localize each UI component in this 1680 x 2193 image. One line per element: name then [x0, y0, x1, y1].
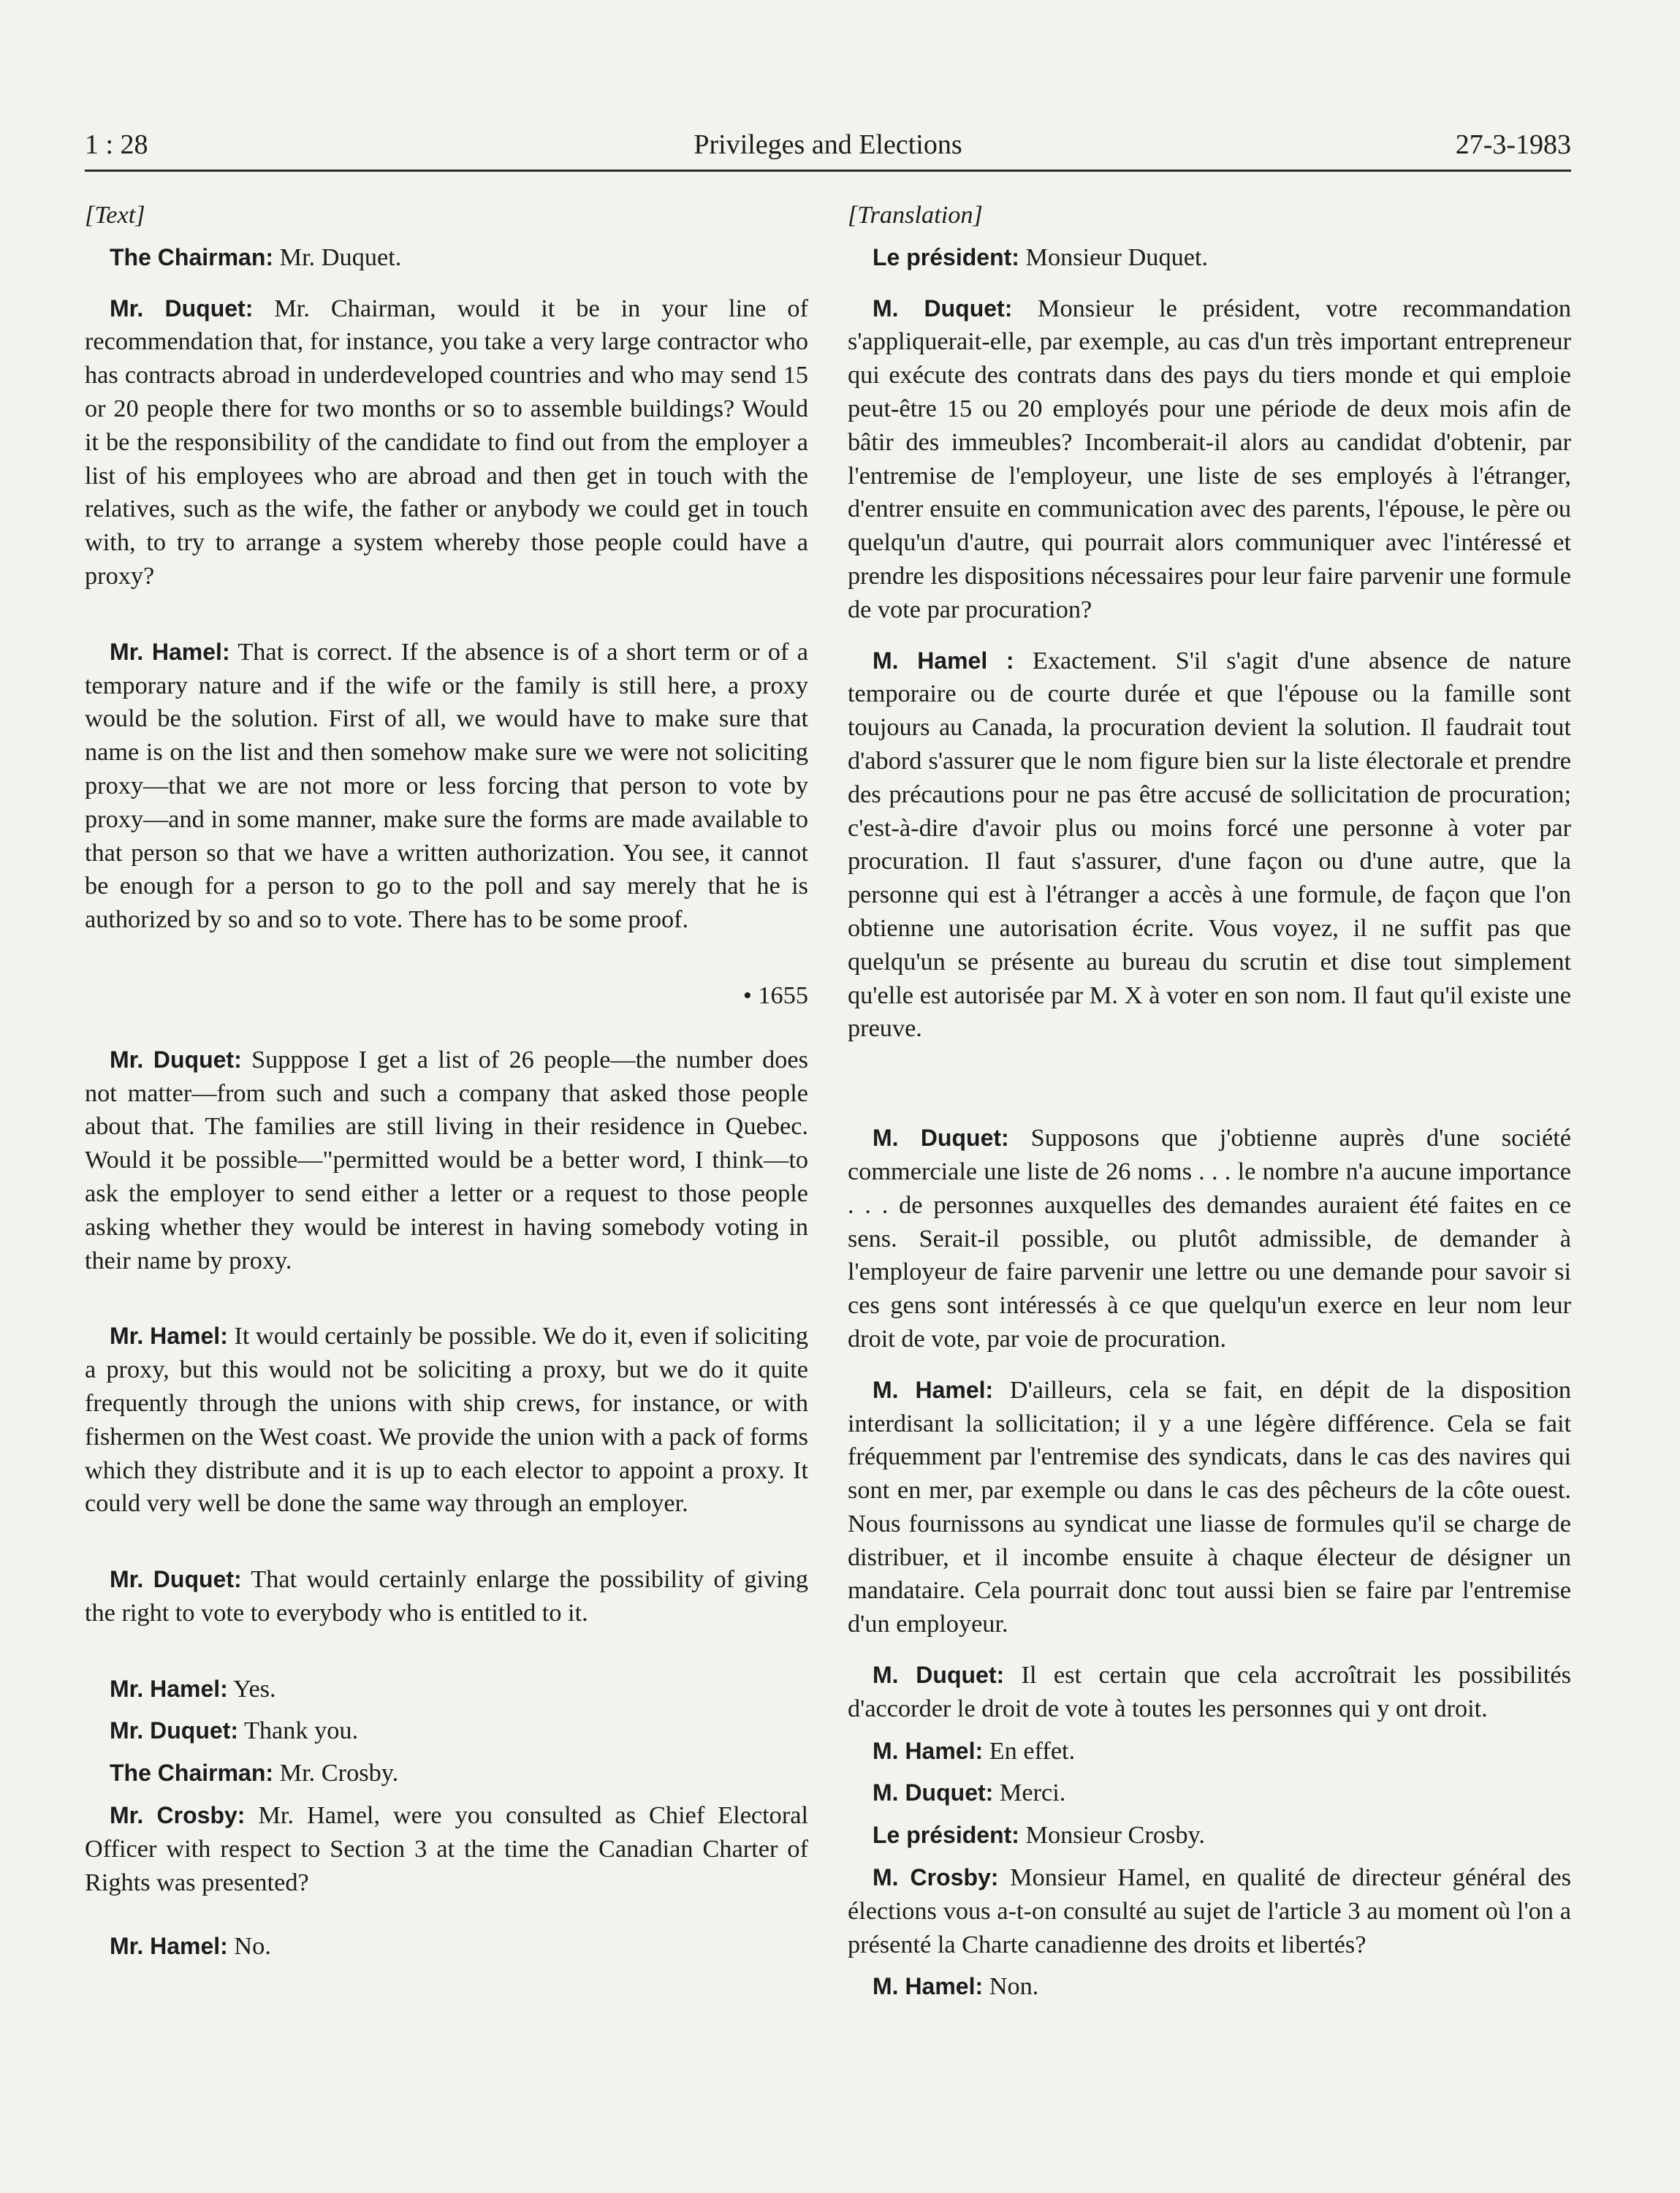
speech-text: Thank you. [237, 1717, 359, 1745]
speech-text: Mr. Hamel, were you consulted as Chief Electoral Officer with respect to Section 3 at the time the Canadian Charter of Rights was presented? [85, 1801, 809, 1896]
speech-text: Mr. Crosby. [273, 1759, 399, 1787]
speaker-name: The Chairman: [110, 243, 274, 270]
header-rule [85, 170, 1571, 172]
speaker-name: M. Duquet: [873, 1662, 1005, 1689]
paragraph [85, 241, 808, 275]
speech-text: Il est certain que cela accroîtrait les possibilités d'accorder le droit de vote à toutes les personnes qui y ont droit. [848, 1661, 1571, 1722]
paragraph [848, 1735, 1571, 1768]
speaker-name: Mr. Duquet: [110, 1046, 242, 1073]
speaker-name: M. Hamel: [873, 1973, 984, 2000]
speech-text: Monsieur le président, votre recommandation s'appliquerait-elle, par exemple, au cas d'un très important entrepreneur qui exécute des contrats dans des pays du tiers monde et qui emploie peut-être 15 ou 20 employés pour une période de deux mois afin de bâtir des immeubles? Incomberait-il alors au candidat d'obtenir, par l'entremise de l'employeur, une liste de ses employés à l'étranger, d'entrer ensuite en communication avec des parents, l'épouse, le père ou quelqu'un d'autre, qui pourrait alors communiquer avec l'intéressé et prendre les dispositions nécessaires pour leur faire parvenir une formule de vote par procuration? [848, 294, 1572, 623]
paragraph [848, 241, 1571, 275]
paragraph [85, 292, 808, 593]
speech-text: That is correct. If the absence is of a short term or of a temporary nature and if the wife or the family is still here, a proxy would be the solution. First of all, we would have to make sure that name is on the list and then somehow make sure we were not soliciting proxy—that we are not more or less forcing that person to vote by proxy—and in some manner, make sure the forms are made available to that person so that we have a written authorization. You see, it cannot be enough for a person to go to the poll and say merely that he is authorized by so and so to vote. There has to be some proof. [85, 637, 809, 934]
speaker-name: M. Duquet: [873, 294, 1013, 322]
speaker-name: M. Hamel : [873, 647, 1014, 674]
speech-text: En effet. [983, 1736, 1076, 1765]
paragraph [848, 1374, 1571, 1641]
page-number: 1 : 28 [85, 129, 148, 160]
speaker-name: Mr. Crosby: [110, 1802, 246, 1829]
speech-text: No. [227, 1932, 271, 1961]
paragraph [848, 1122, 1571, 1356]
speaker-name: M. Crosby: [873, 1864, 999, 1891]
paragraph [848, 645, 1571, 1046]
speech-text: Supppose I get a list of 26 people—the number does not matter—from such and such a company that asked those people about that. The families are still living in their residence in Quebec. Would it be possible—"permitted would be a better word, I think—to ask the employer to send either a letter or a request to those people asking whether they would be interest in having somebody voting in their name by proxy. [85, 1045, 808, 1274]
language-tag: [Text] [85, 201, 145, 229]
speech-text: Mr. Duquet. [273, 243, 402, 271]
paragraph [85, 636, 808, 937]
speech-text: Merci. [993, 1779, 1066, 1807]
time-marker: • 1655 [742, 981, 808, 1009]
speaker-name: Le président: [873, 243, 1019, 270]
speaker-name: Mr. Hamel: [110, 1675, 228, 1702]
speaker-name: Mr. Duquet: [110, 1566, 242, 1593]
speaker-name: Mr. Hamel: [110, 1933, 228, 1960]
paragraph [85, 1673, 808, 1706]
speech-text: Monsieur Duquet. [1019, 243, 1209, 271]
speech-text: Mr. Chairman, would it be in your line of recommendation that, for instance, you take a very large contractor who has contracts abroad in underdeveloped countries and who may send 15 or 20 people there for two months or so to assemble buildings? Would it be the responsibility of the candidate to find out from the employer a list of his employees who are abroad and then get in touch with the relatives, such as the wife, the father or anybody we could get in touch with, to try to arrange a system whereby those people could have a proxy? [85, 294, 808, 590]
paragraph [85, 1799, 808, 1899]
paragraph [848, 1776, 1571, 1810]
paragraph [848, 1819, 1571, 1852]
speaker-name: Mr. Hamel: [110, 1323, 228, 1350]
paragraph [85, 1930, 808, 1964]
speaker-name: Mr. Duquet: [110, 1717, 238, 1744]
paragraph [848, 1970, 1571, 2004]
speech-text: That would certainly enlarge the possibility of giving the right to vote to everybody who is entitled to it. [85, 1565, 809, 1627]
paragraph [848, 292, 1571, 627]
speaker-name: The Chairman: [110, 1760, 274, 1787]
page-header [85, 129, 1571, 168]
speech-text: D'ailleurs, cela se fait, en dépit de la disposition interdisant la sollicitation; il y a une légère différence. Cela se fait fréquemment par l'entremise des syndicats, dans le cas des navires qui sont en mer, par exemple ou dans le cas des pêcheurs de la côte ouest. Nous fournissons au syndicat une liasse de formules qu'il se charge de distribuer, et il incombe ensuite à chaque électeur de désigner un mandataire. Cela pourrait donc tout aussi bien se faire par l'entremise d'un employeur. [848, 1375, 1571, 1638]
speaker-name: M. Hamel: [873, 1737, 984, 1764]
header-date: 27-3-1983 [1455, 129, 1571, 160]
paragraph [85, 1320, 808, 1521]
running-title: Privileges and Elections [693, 129, 962, 160]
speech-text: Exactement. S'il s'agit d'une absence de nature temporaire ou de courte durée et que l'épouse ou la famille sont toujours au Canada, la procuration devient la solution. Il faudrait tout d'abord s'assurer que le nom figure bien sur la liste électorale et prendre des précautions pour ne pas être accusé de sollicitation de procuration; c'est-à-dire d'avoir plus ou moins forcé une personne à voter par procuration. Il faut s'assurer, d'une façon ou d'une autre, que la personne qui est à l'étranger a accès à une formule, de façon que l'on obtienne une autorisation écrite. Vous voyez, il ne suffit pas que quelqu'un se présente au bureau du scrutin et dise tout simplement qu'elle est autorisée par M. X à voter en son nom. Il faut qu'il existe une preuve. [848, 646, 1571, 1043]
speech-text: Supposons que j'obtienne auprès d'une société commerciale une liste de 26 noms . . . le nombre n'a aucune importance . . . de personnes auxquelles des demandes auraient été faites en ce sens. Serait-il possible, ou plutôt admissible, de demander à l'employeur de faire parvenir une lettre ou une demande pour savoir si ces gens sont intéressés à ce que quelqu'un exerce en leur nom leur droit de vote, par voie de procuration. [848, 1124, 1571, 1353]
speech-text: It would certainly be possible. We do it, even if soliciting a proxy, but this would not be soliciting a proxy, but we do it quite frequently through the unions with ship crews, for instance, or with fishermen on the West coast. We provide the union with a pack of forms which they distribute and it is up to each elector to appoint a proxy. It could very well be done the same way through an employer. [85, 1322, 808, 1518]
speaker-name: Le président: [873, 1822, 1019, 1849]
paragraph [85, 1757, 808, 1790]
speaker-name: M. Duquet: [873, 1779, 994, 1806]
paragraph [85, 1714, 808, 1748]
french-column [848, 199, 1571, 2004]
paragraph [85, 1044, 808, 1278]
speaker-name: Mr. Duquet: [110, 294, 254, 322]
language-tag: [Translation] [848, 201, 983, 229]
speech-text: Monsieur Crosby. [1019, 1821, 1205, 1850]
speech-text: Yes. [227, 1674, 276, 1703]
speech-text: Monsieur Hamel, en qualité de directeur général des élections vous a-t-on consulté au sujet de l'article 3 au moment où l'on a présenté la Charte canadienne des droits et libertés? [848, 1863, 1572, 1958]
speaker-name: M. Duquet: [873, 1125, 1009, 1152]
speech-text: Non. [983, 1972, 1039, 2001]
speaker-name: M. Hamel: [873, 1376, 994, 1403]
english-column [85, 199, 808, 1964]
paragraph [848, 1861, 1571, 1961]
speaker-name: Mr. Hamel: [110, 638, 230, 665]
paragraph [848, 1659, 1571, 1726]
paragraph [85, 1563, 808, 1630]
